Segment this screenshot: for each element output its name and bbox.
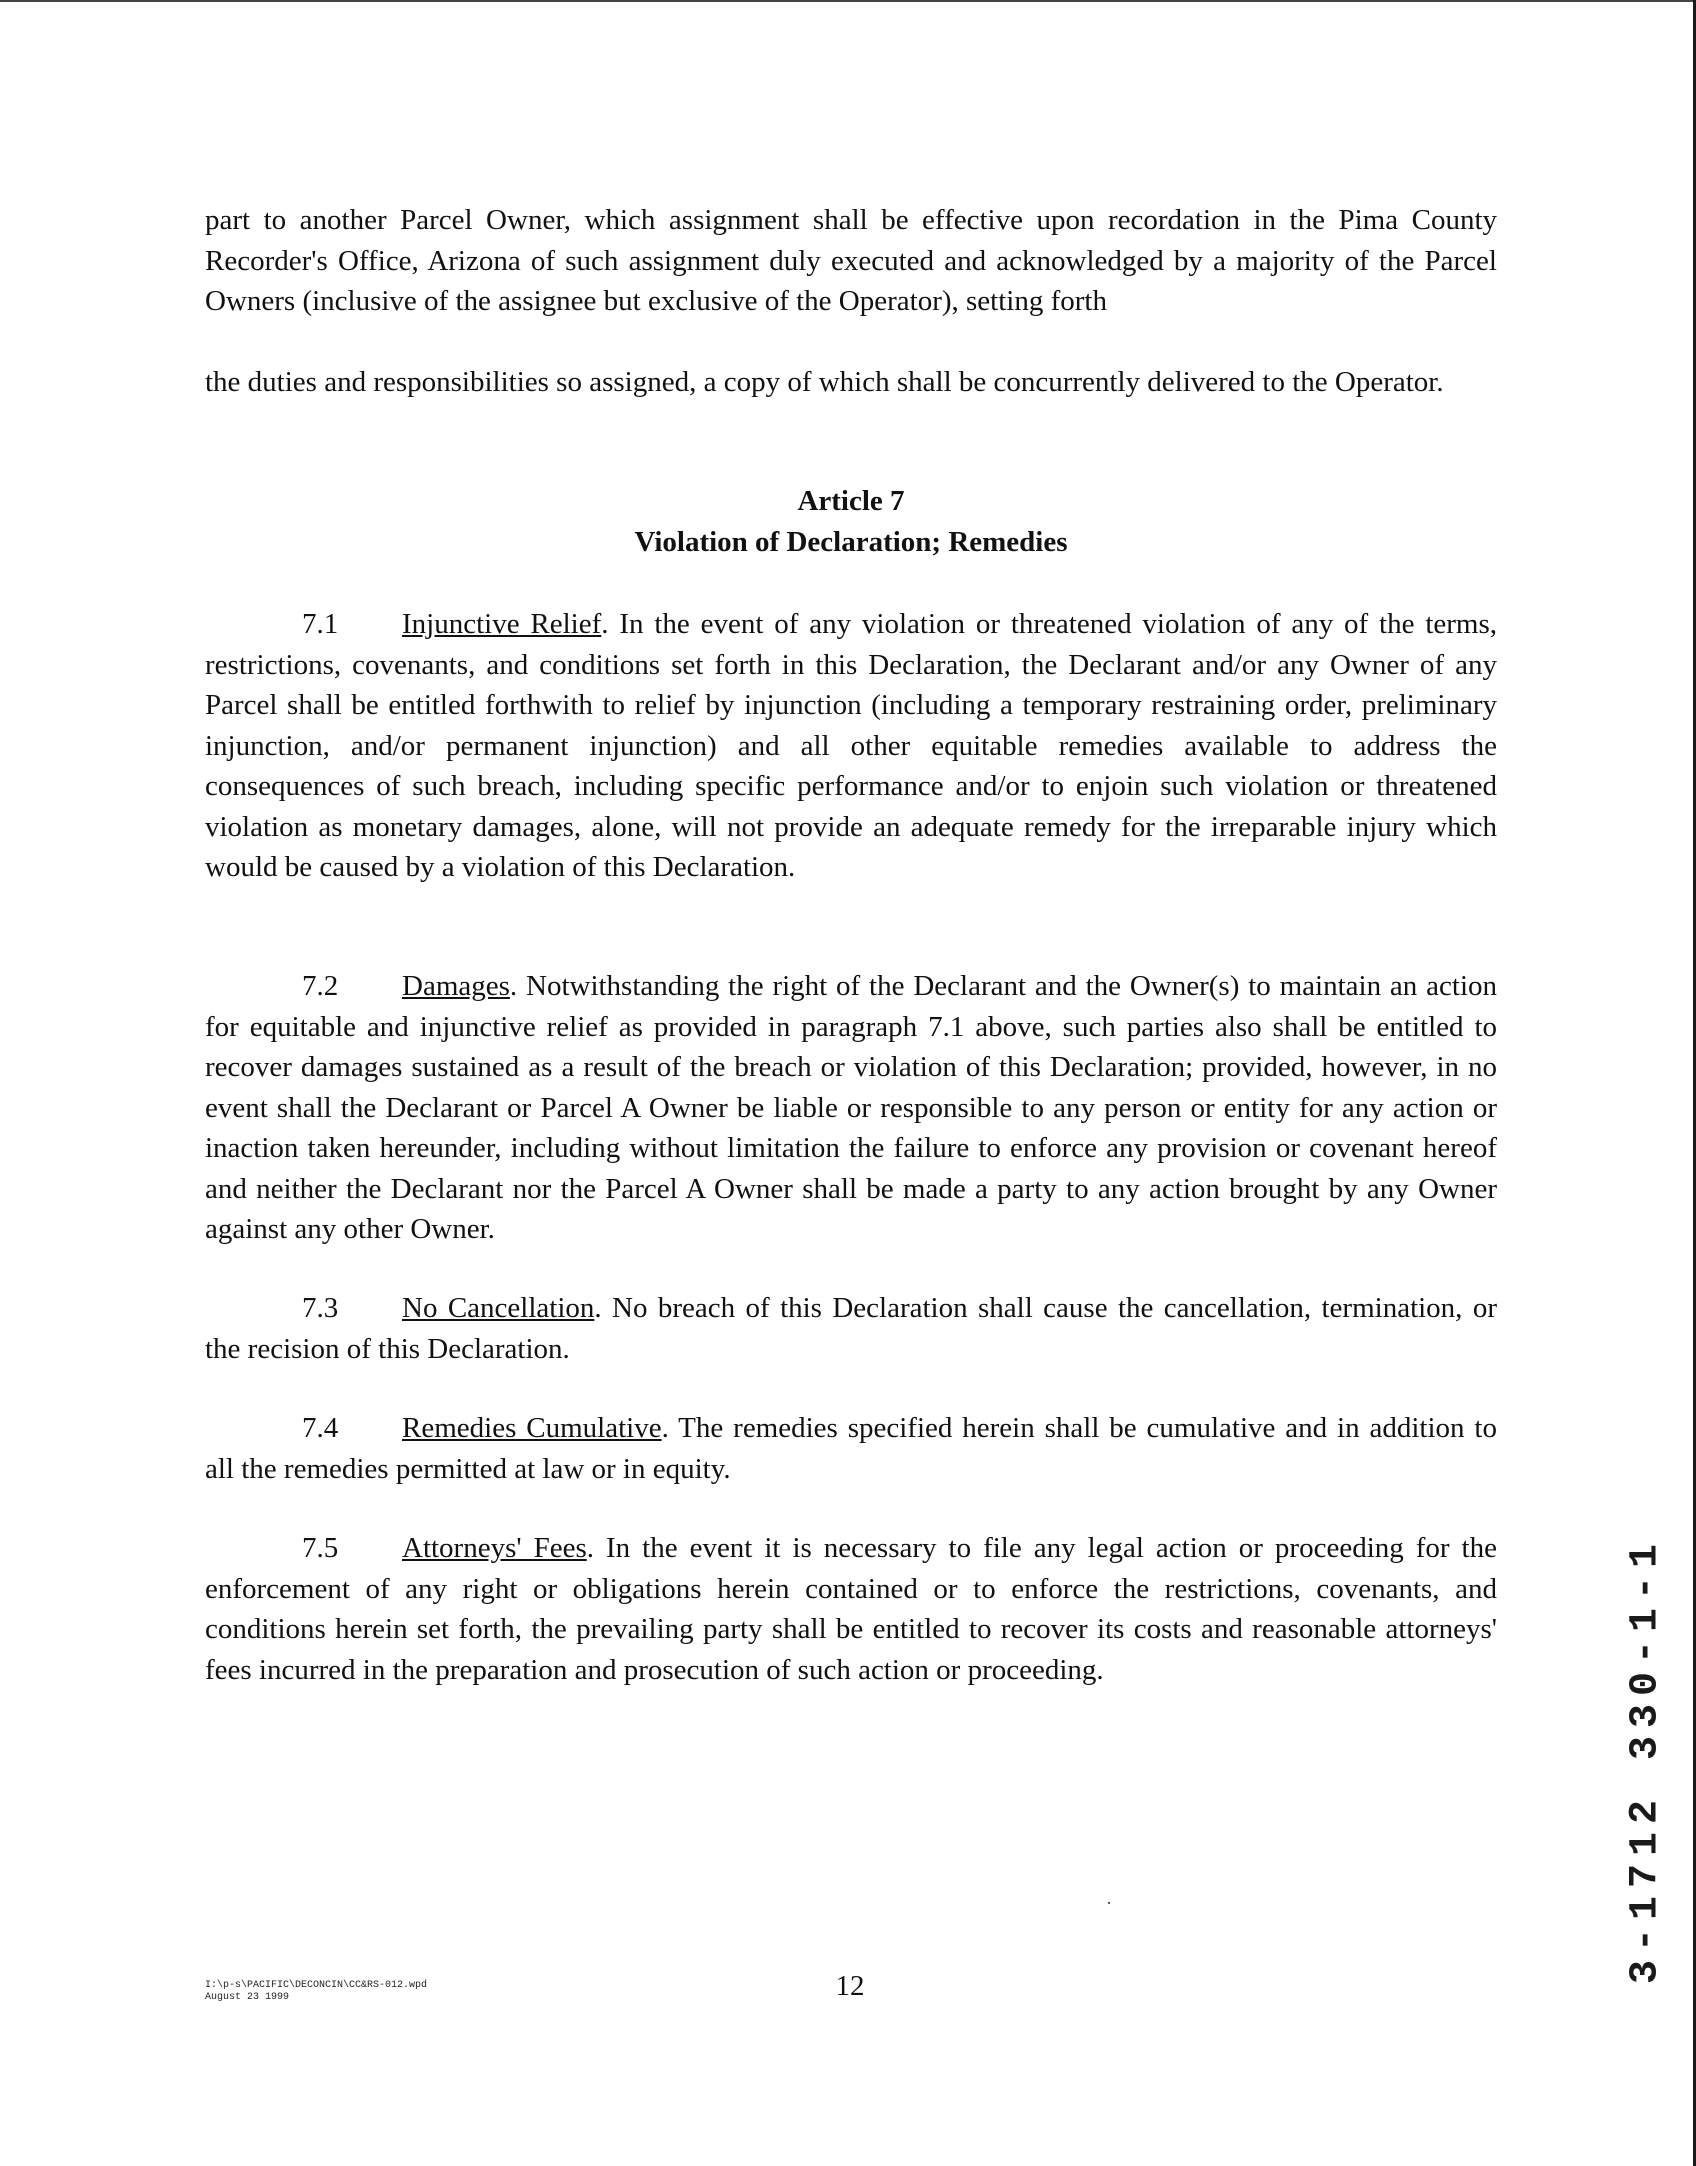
section-7-4 xyxy=(205,1408,1497,1489)
section-number: 7.4 xyxy=(302,1412,339,1444)
section-title: Injunctive Relief xyxy=(402,608,602,640)
footer-file-info xyxy=(205,1980,427,2004)
section-title: Attorneys' Fees xyxy=(402,1532,587,1564)
section-7-1 xyxy=(205,604,1497,888)
recording-stamp xyxy=(1596,1535,1696,1985)
section-7-5 xyxy=(205,1528,1497,1690)
section-body: . No breach of this Declaration shall cause the cancellation, termination, or the recision of this Declaration. xyxy=(205,1292,1497,1365)
footer-date: August 23 1999 xyxy=(205,1992,290,2003)
article-number: Article 7 xyxy=(797,485,905,517)
section-body: . In the event of any violation or threatened violation of any of the terms, restrictions, covenants, and conditions set forth in this Declaration, the Declarant and/or any Owner of any Parcel shall be entitled forthwith to relief by injunction (including a temporary restraining order, preliminary injunction, and/or permanent injunction) and all other equitable remedies available to address the consequences of such breach, including specific performance and/or to enjoin such violation or threatened violation as monetary damages, alone, will not provide an adequate remedy for the irreparable injury which would be caused by a violation of this Declaration. xyxy=(205,608,1497,883)
section-number: 7.2 xyxy=(302,970,339,1002)
section-title: No Cancellation xyxy=(402,1292,595,1324)
page-number: 12 xyxy=(835,1970,865,2002)
section-title: Remedies Cumulative xyxy=(402,1412,662,1444)
scan-speck xyxy=(1108,1902,1110,1904)
continuation-paragraph-part2: the duties and responsibilities so assigned, a copy of which shall be concurrently delivered to the Operator. xyxy=(205,366,1444,398)
section-number: 7.5 xyxy=(302,1532,339,1564)
section-7-3 xyxy=(205,1288,1497,1369)
section-body: . The remedies specified herein shall be cumulative and in addition to all the remedies permitted at law or in equity. xyxy=(205,1412,1497,1485)
recording-stamp-number: 3-1712 330-1-1 xyxy=(1623,1535,1669,1985)
section-body: . Notwithstanding the right of the Declarant and the Owner(s) to maintain an action for equitable and injunctive relief as provided in paragraph 7.1 above, such parties also shall be entitled to recover damages sustained as a result of the breach or violation of this Declaration; provided, however, in no event shall the Declarant or Parcel A Owner be liable or responsible to any person or entity for any action or inaction taken hereunder, including without limitation the failure to enforce any provision or covenant hereof and neither the Declarant nor the Parcel A Owner shall be made a party to any action brought by any Owner against any other Owner. xyxy=(205,970,1497,1245)
section-body: . In the event it is necessary to file any legal action or proceeding for the enforcement of any right or obligations herein contained or to enforce the restrictions, covenants, and conditions herein set forth, the prevailing party shall be entitled to recover its costs and reasonable attorneys' fees incurred in the preparation and prosecution of such action or proceeding. xyxy=(205,1532,1497,1686)
continuation-paragraph-part1: part to another Parcel Owner, which assignment shall be effective upon recordation in the Pima County Recorder's Office, Arizona of such assignment duly executed and acknowledged by a majority of the Parcel Owners (inclusive of the assignee but exclusive of the Operator), setting forth xyxy=(205,204,1497,317)
article-title: Violation of Declaration; Remedies xyxy=(634,526,1068,558)
section-7-2 xyxy=(205,966,1497,1250)
scan-border-top xyxy=(0,0,1696,2)
section-number: 7.1 xyxy=(302,608,339,640)
section-title: Damages xyxy=(402,970,510,1002)
section-number: 7.3 xyxy=(302,1292,339,1324)
footer-file-path: I:\p-s\PACIFIC\DECONCIN\CC&RS-012.wpd xyxy=(205,1980,428,1991)
